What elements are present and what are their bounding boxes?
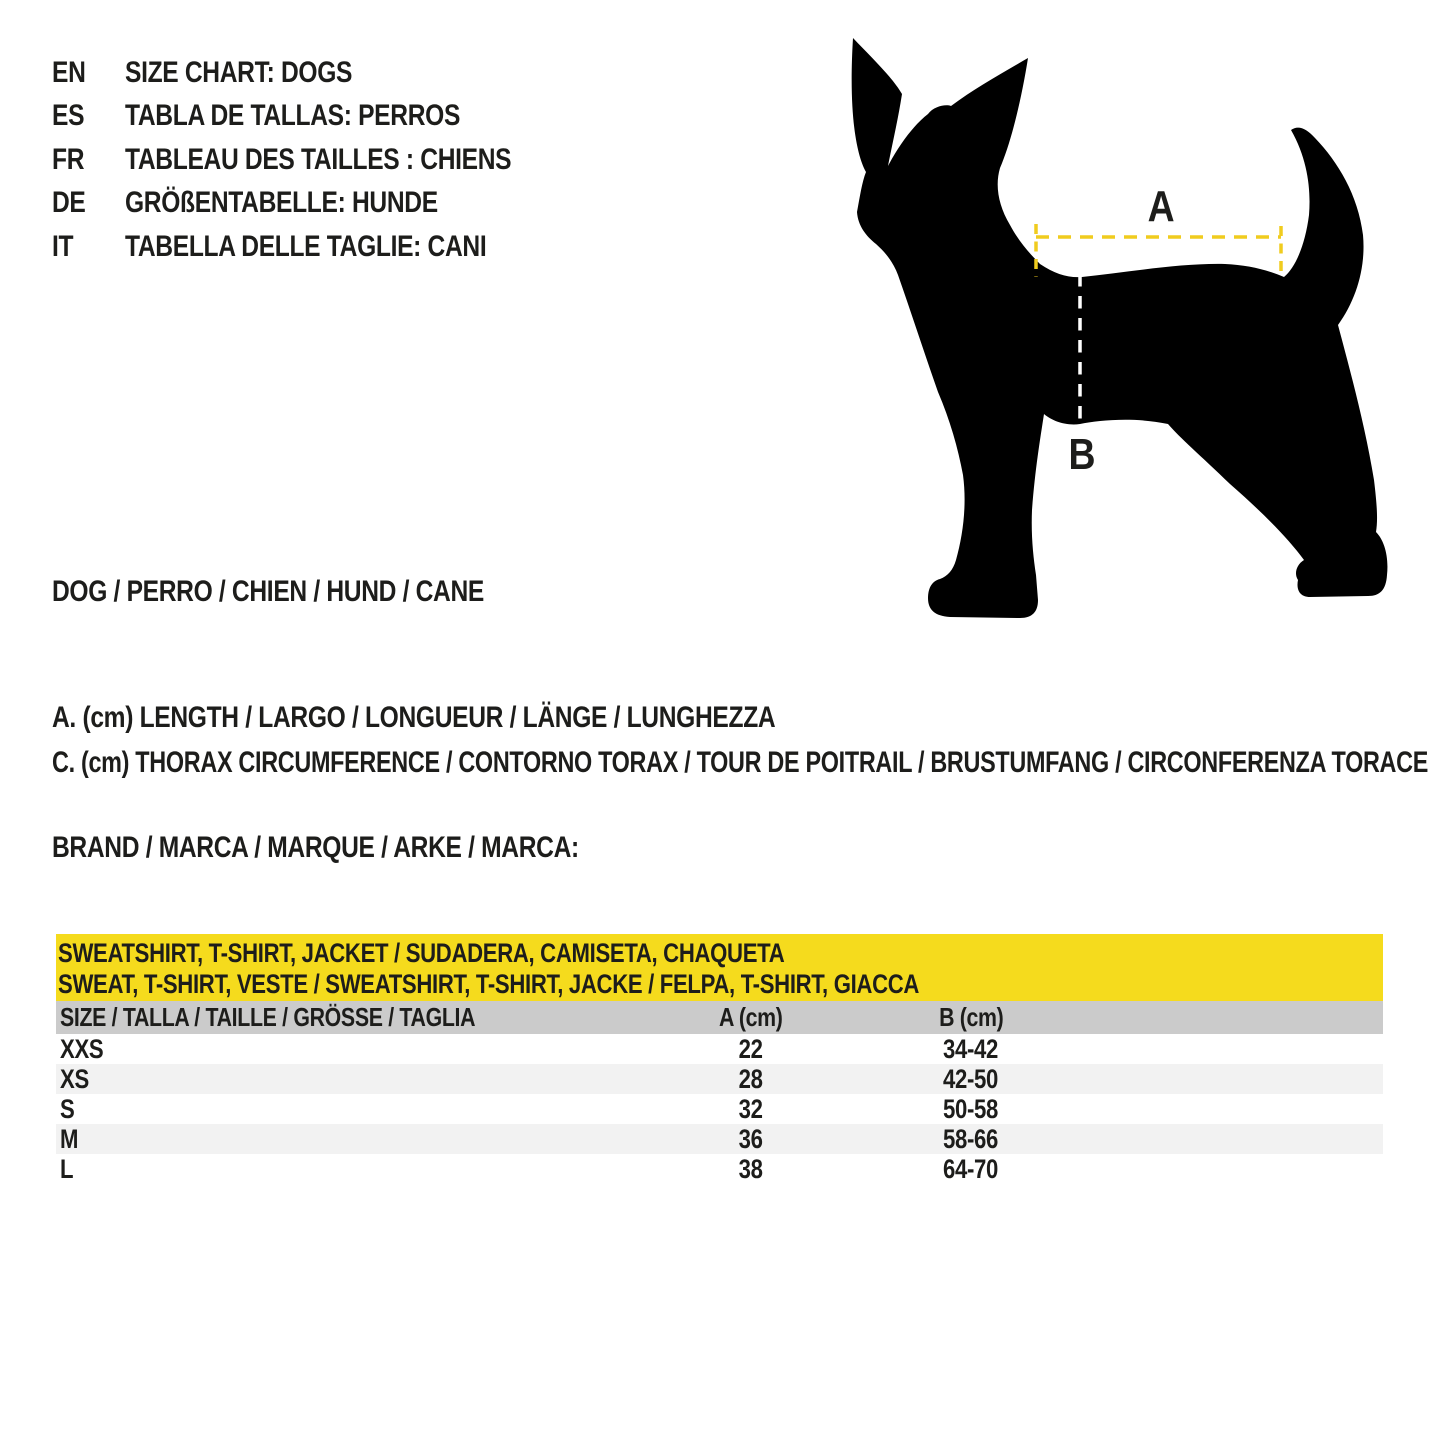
language-code: EN [52, 56, 86, 89]
cell-a: 38 [739, 1154, 763, 1184]
cell-size: M [60, 1124, 79, 1154]
cell-size: XS [60, 1064, 89, 1094]
table-row [56, 1094, 1383, 1124]
cell-b: 42-50 [943, 1064, 999, 1094]
cell-size: XXS [60, 1034, 104, 1064]
banner-line-2: SWEAT, T-SHIRT, VESTE / SWEATSHIRT, T-SHIRT, JACKE / FELPA, T-SHIRT, GIACCA [58, 969, 920, 999]
language-row [52, 231, 566, 263]
banner-line-1: SWEATSHIRT, T-SHIRT, JACKET / SUDADERA, CAMISETA, CHAQUETA [58, 938, 785, 968]
cell-size: S [60, 1094, 75, 1124]
header-b: B (cm) [938, 1002, 1004, 1032]
size-table-header [56, 1001, 1383, 1034]
cell-b: 64-70 [943, 1154, 999, 1184]
language-row [52, 100, 534, 132]
dog-silhouette [852, 38, 1388, 618]
size-table-banner [56, 934, 1383, 1001]
language-code: DE [52, 186, 86, 219]
language-title: TABLEAU DES TAILLES : CHIENS [125, 143, 512, 176]
brand-label: BRAND / MARCA / MARQUE / ARKE / MARCA: [52, 831, 579, 864]
cell-size: L [60, 1154, 74, 1184]
language-title: GRÖßENTABELLE: HUNDE [125, 186, 438, 219]
cell-a: 32 [739, 1094, 763, 1124]
dog-silhouette-diagram [820, 15, 1420, 645]
table-row [56, 1154, 1383, 1184]
cell-a: 22 [739, 1034, 763, 1064]
measure-c-label: C. (cm) THORAX CIRCUMFERENCE / CONTORNO TORAX / TOUR DE POITRAIL / BRUSTUMFANG / CIRCONFERENZA TORACE [52, 746, 1429, 779]
cell-a: 36 [739, 1124, 763, 1154]
language-title: TABELLA DELLE TAGLIE: CANI [125, 230, 487, 263]
header-a: A (cm) [719, 1002, 783, 1032]
language-code: ES [52, 99, 85, 132]
measure-a-label: A. (cm) LENGTH / LARGO / LONGUEUR / LÄNGE / LUNGHEZZA [52, 701, 776, 734]
language-row [52, 144, 596, 176]
language-row [52, 57, 402, 89]
cell-b: 34-42 [943, 1034, 999, 1064]
cell-a: 28 [739, 1064, 763, 1094]
language-code: FR [52, 143, 85, 176]
language-code: IT [52, 230, 74, 263]
measure-a-marker: A [1147, 181, 1175, 231]
table-row [56, 1124, 1383, 1154]
cell-b: 50-58 [943, 1094, 999, 1124]
language-title: SIZE CHART: DOGS [125, 56, 353, 89]
cell-b: 58-66 [943, 1124, 999, 1154]
size-table [56, 934, 1383, 1184]
table-row [56, 1064, 1383, 1094]
language-title: TABLA DE TALLAS: PERROS [125, 99, 461, 132]
measure-b-marker: B [1068, 429, 1096, 479]
table-row [56, 1034, 1383, 1064]
animal-label: DOG / PERRO / CHIEN / HUND / CANE [52, 575, 485, 608]
header-size: SIZE / TALLA / TAILLE / GRÖSSE / TAGLIA [60, 1002, 476, 1032]
language-row [52, 187, 506, 219]
